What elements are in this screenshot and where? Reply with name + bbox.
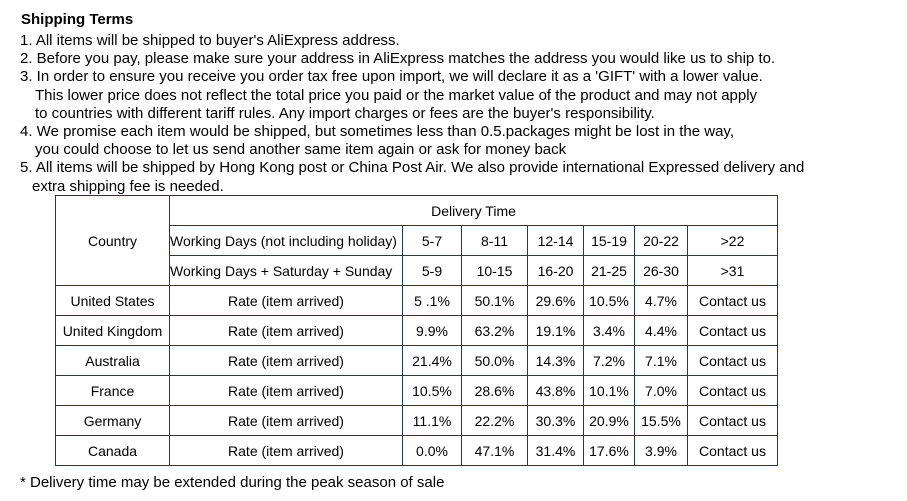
shipping-terms-title: Shipping Terms: [21, 11, 134, 28]
rate-value-cell: 21.4%: [403, 346, 462, 376]
delivery-range: 5-9: [403, 256, 462, 286]
rate-value-cell: 9.9%: [403, 316, 462, 346]
term-line: This lower price does not reflect the total price you paid or the market value of the product and may not apply: [35, 86, 758, 104]
rate-value-cell: Contact us: [688, 376, 778, 406]
rate-value-cell: 0.0%: [403, 436, 462, 466]
rate-value-cell: 7.1%: [635, 346, 688, 376]
rate-value-cell: 31.4%: [528, 436, 584, 466]
rate-value-cell: 7.0%: [635, 376, 688, 406]
rate-value-cell: 10.1%: [584, 376, 635, 406]
rate-label-cell: Rate (item arrived): [170, 286, 403, 316]
rate-value-cell: 20.9%: [584, 406, 635, 436]
delivery-time-header: Delivery Time: [170, 196, 778, 226]
table-row: [56, 316, 778, 346]
rate-label-cell: Rate (item arrived): [170, 406, 403, 436]
rate-value-cell: Contact us: [688, 436, 778, 466]
delivery-range: 20-22: [635, 226, 688, 256]
delivery-range: 12-14: [528, 226, 584, 256]
rate-value-cell: 63.2%: [462, 316, 528, 346]
delivery-range: 26-30: [635, 256, 688, 286]
table-row: [56, 286, 778, 316]
rate-label-cell: Rate (item arrived): [170, 316, 403, 346]
delivery-range: 16-20: [528, 256, 584, 286]
shipping-terms-list: [20, 32, 804, 196]
rate-value-cell: 50.1%: [462, 286, 528, 316]
delivery-time-table: [55, 195, 778, 466]
footnote: * Delivery time may be extended during the peak season of sale: [20, 474, 445, 491]
delivery-range: >31: [688, 256, 778, 286]
table-row: [56, 376, 778, 406]
rate-value-cell: 15.5%: [635, 406, 688, 436]
rate-value-cell: 19.1%: [528, 316, 584, 346]
rate-value-cell: 29.6%: [528, 286, 584, 316]
rate-value-cell: 3.9%: [635, 436, 688, 466]
country-header: Country: [56, 196, 170, 286]
rate-value-cell: 3.4%: [584, 316, 635, 346]
country-cell: Canada: [56, 436, 170, 466]
rate-value-cell: Contact us: [688, 406, 778, 436]
rate-label-cell: Rate (item arrived): [170, 346, 403, 376]
country-cell: Germany: [56, 406, 170, 436]
term-line: 1. All items will be shipped to buyer's AliExpress address.: [20, 32, 400, 49]
rate-value-cell: 4.7%: [635, 286, 688, 316]
delivery-range: 15-19: [584, 226, 635, 256]
term-line: extra shipping fee is needed.: [32, 177, 224, 195]
country-cell: United States: [56, 286, 170, 316]
rate-value-cell: 43.8%: [528, 376, 584, 406]
rate-value-cell: 11.1%: [403, 406, 462, 436]
term-line: to countries with different tariff rules. Any import charges or fees are the buyer's responsibility.: [35, 104, 655, 122]
rate-label-cell: Rate (item arrived): [170, 376, 403, 406]
table-row: [56, 346, 778, 376]
rate-value-cell: 10.5%: [584, 286, 635, 316]
country-cell: United Kingdom: [56, 316, 170, 346]
weekend-days-label: Working Days + Saturday + Sunday: [170, 256, 403, 286]
working-days-label: Working Days (not including holiday): [170, 226, 403, 256]
table-row: [56, 406, 778, 436]
rate-value-cell: 50.0%: [462, 346, 528, 376]
delivery-range: 10-15: [462, 256, 528, 286]
table-header-row: [56, 196, 778, 226]
delivery-range: 8-11: [462, 226, 528, 256]
rate-value-cell: 47.1%: [462, 436, 528, 466]
term-line: 5. All items will be shipped by Hong Kong post or China Post Air. We also provide international Expressed delivery and: [20, 159, 805, 177]
rate-value-cell: Contact us: [688, 286, 778, 316]
table-row: [56, 436, 778, 466]
term-line: you could choose to let us send another same item again or ask for money back: [35, 141, 567, 159]
term-line: 3. In order to ensure you receive you order tax free upon import, we will declare it as a 'GIFT' with a lower value.: [20, 68, 763, 86]
rate-value-cell: 14.3%: [528, 346, 584, 376]
rate-value-cell: 28.6%: [462, 376, 528, 406]
rate-value-cell: 10.5%: [403, 376, 462, 406]
rate-value-cell: 7.2%: [584, 346, 635, 376]
rate-value-cell: 17.6%: [584, 436, 635, 466]
delivery-range: >22: [688, 226, 778, 256]
rate-value-cell: Contact us: [688, 346, 778, 376]
country-cell: France: [56, 376, 170, 406]
delivery-range: 5-7: [403, 226, 462, 256]
country-cell: Australia: [56, 346, 170, 376]
term-line: 4. We promise each item would be shipped, but sometimes less than 0.5.packages might be lost in the way,: [20, 123, 734, 141]
rate-value-cell: Contact us: [688, 316, 778, 346]
rate-value-cell: 5 .1%: [403, 286, 462, 316]
rate-value-cell: 22.2%: [462, 406, 528, 436]
rate-value-cell: 4.4%: [635, 316, 688, 346]
rate-value-cell: 30.3%: [528, 406, 584, 436]
delivery-range: 21-25: [584, 256, 635, 286]
rate-label-cell: Rate (item arrived): [170, 436, 403, 466]
term-line: 2. Before you pay, please make sure your address in AliExpress matches the address you would like us to ship to.: [20, 50, 776, 68]
